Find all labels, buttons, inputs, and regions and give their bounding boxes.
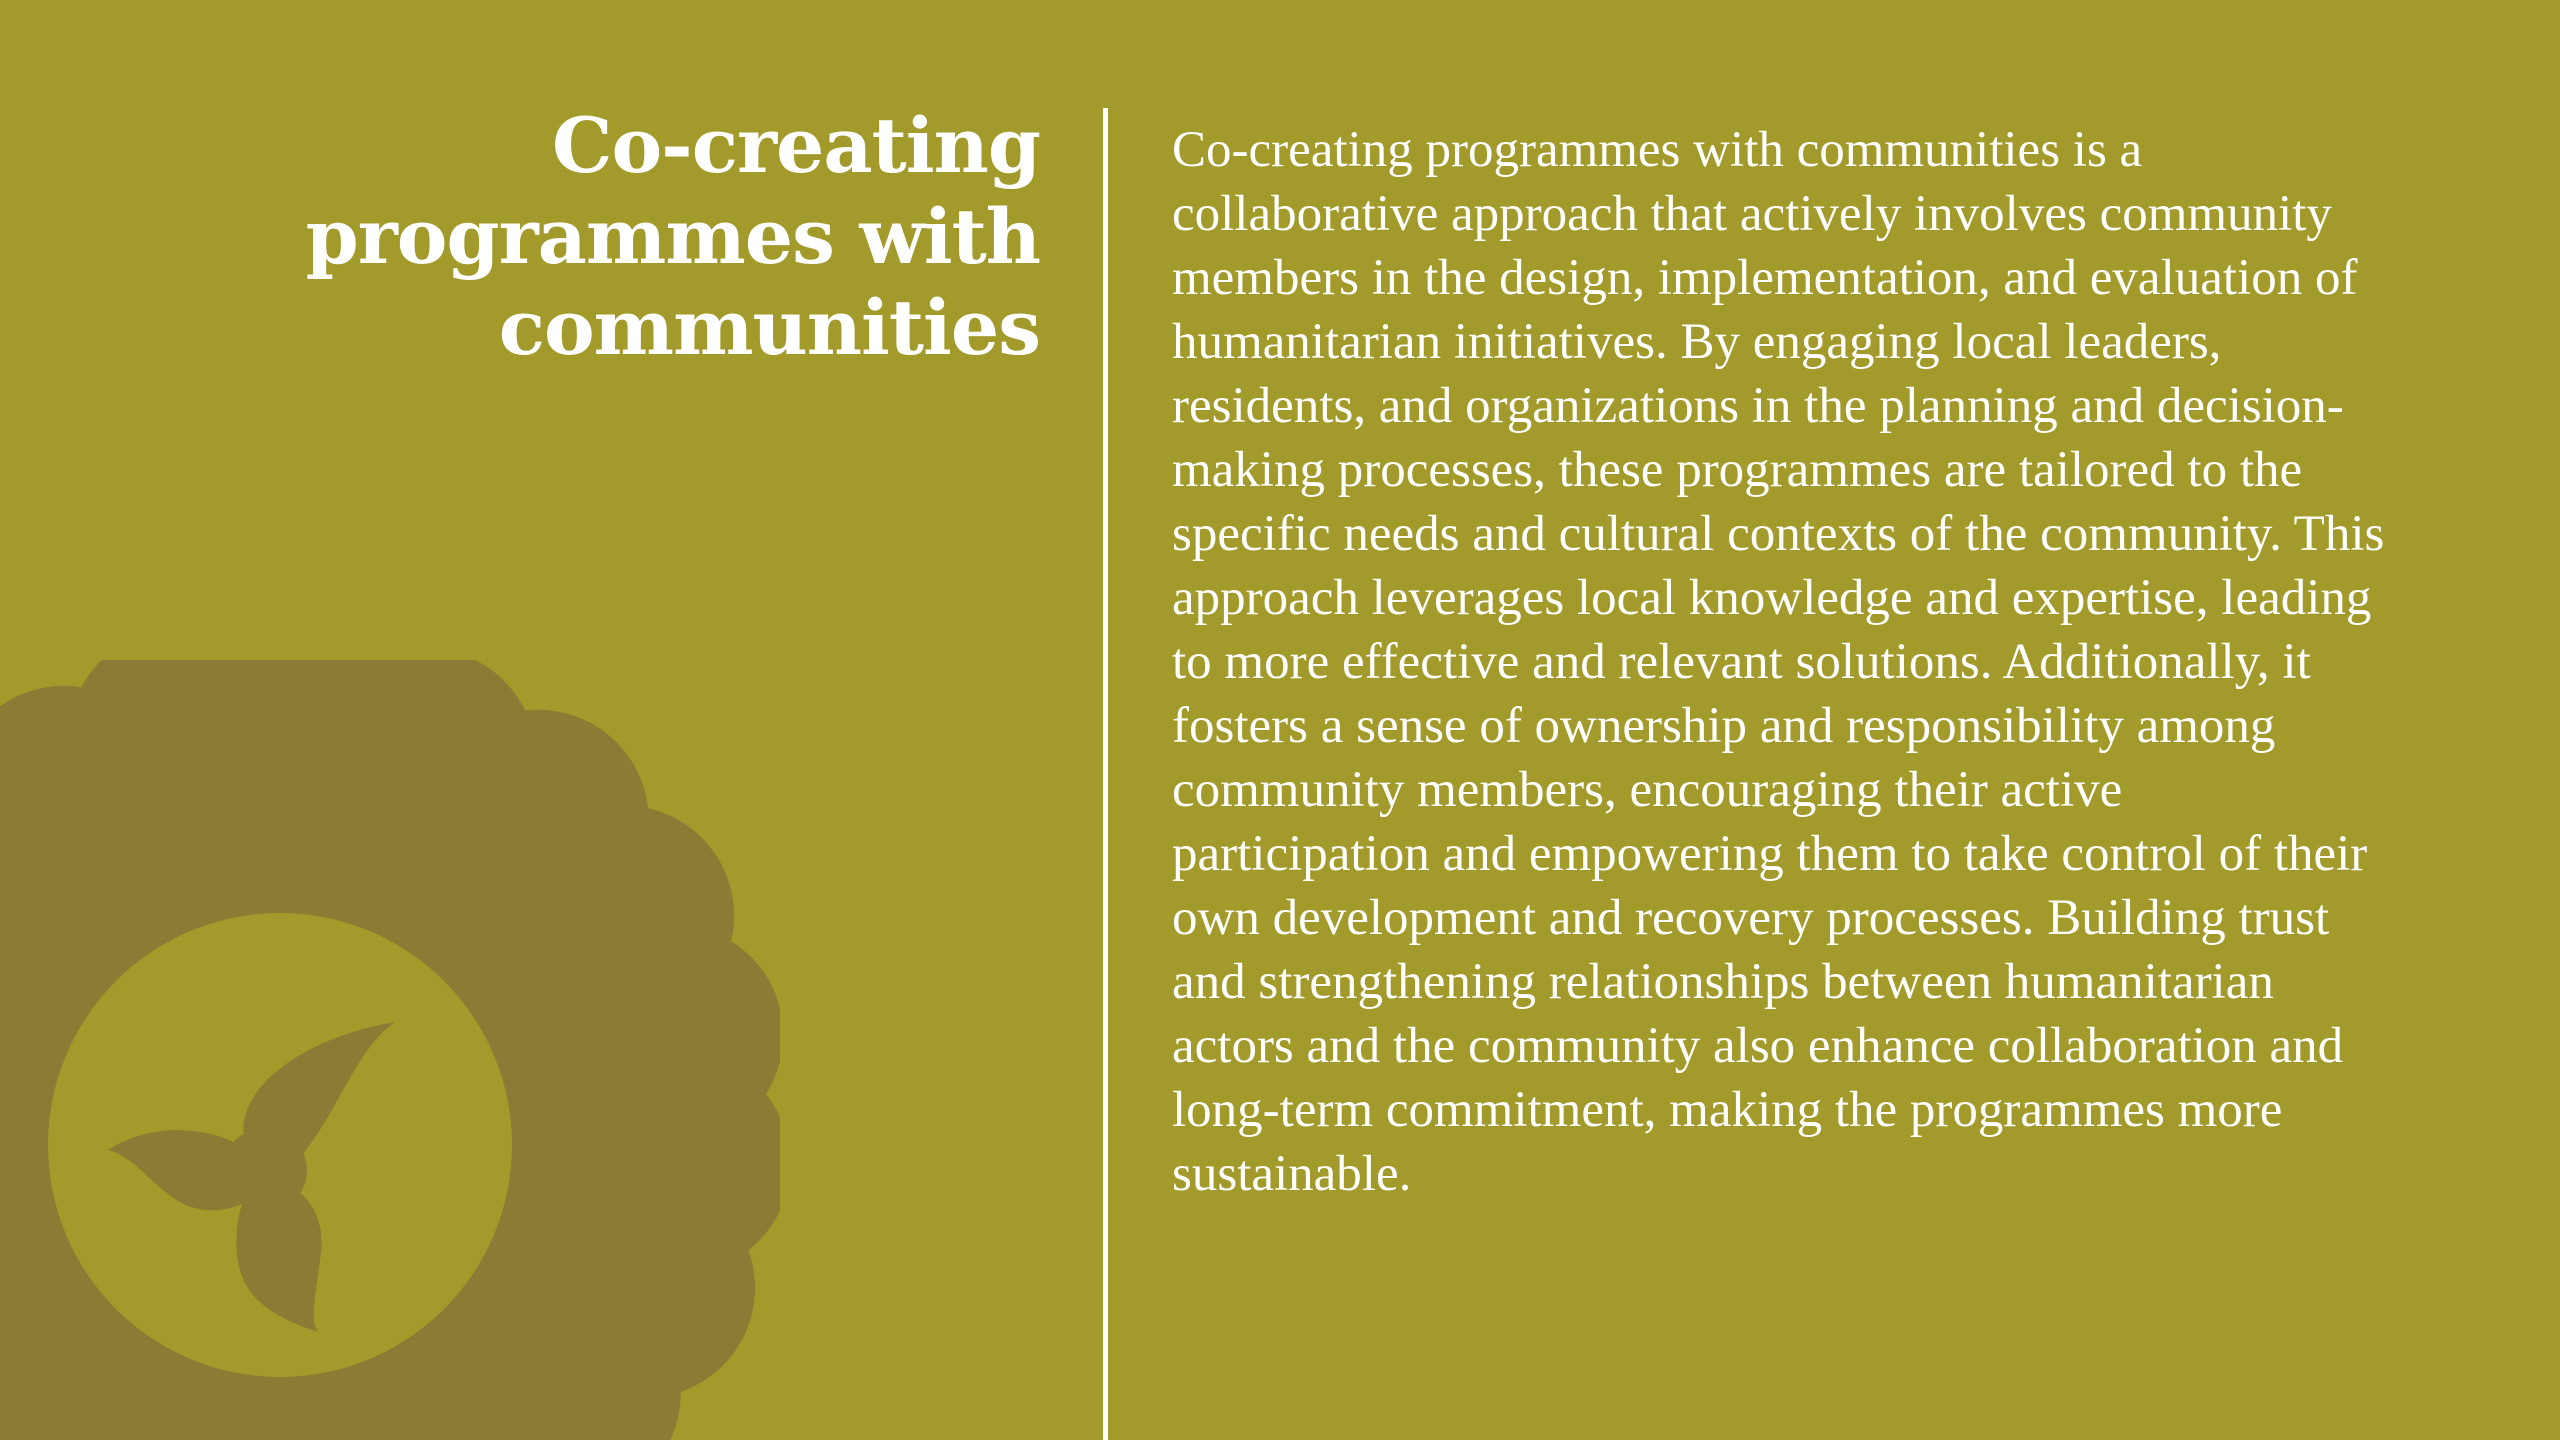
- slide-title: Co-creating programmes with communities: [305, 101, 1040, 372]
- slide-body-text: Co-creating programmes with communities is a collaborative approach that actively involves community members in the design, implementation, and evaluation of humanitarian initiatives. By engaging local leaders, residents, and organizations in the planning and decision-making processes, these programmes are tailored to the specific needs and cultural contexts of the community. This approach leverages local knowledge and expertise, leading to more effective and relevant solutions. Additionally, it fosters a sense of ownership and responsibility among community members, encouraging their active participation and empowering them to take control of their own development and recovery processes. Building trust and strengthening relationships between humanitarian actors and the community also enhance collaboration and long-term commitment, making the programmes more sustainable.: [1172, 122, 2385, 1202]
- vertical-divider: [1103, 108, 1108, 1440]
- scalloped-seal-leaf-icon: [0, 660, 780, 1440]
